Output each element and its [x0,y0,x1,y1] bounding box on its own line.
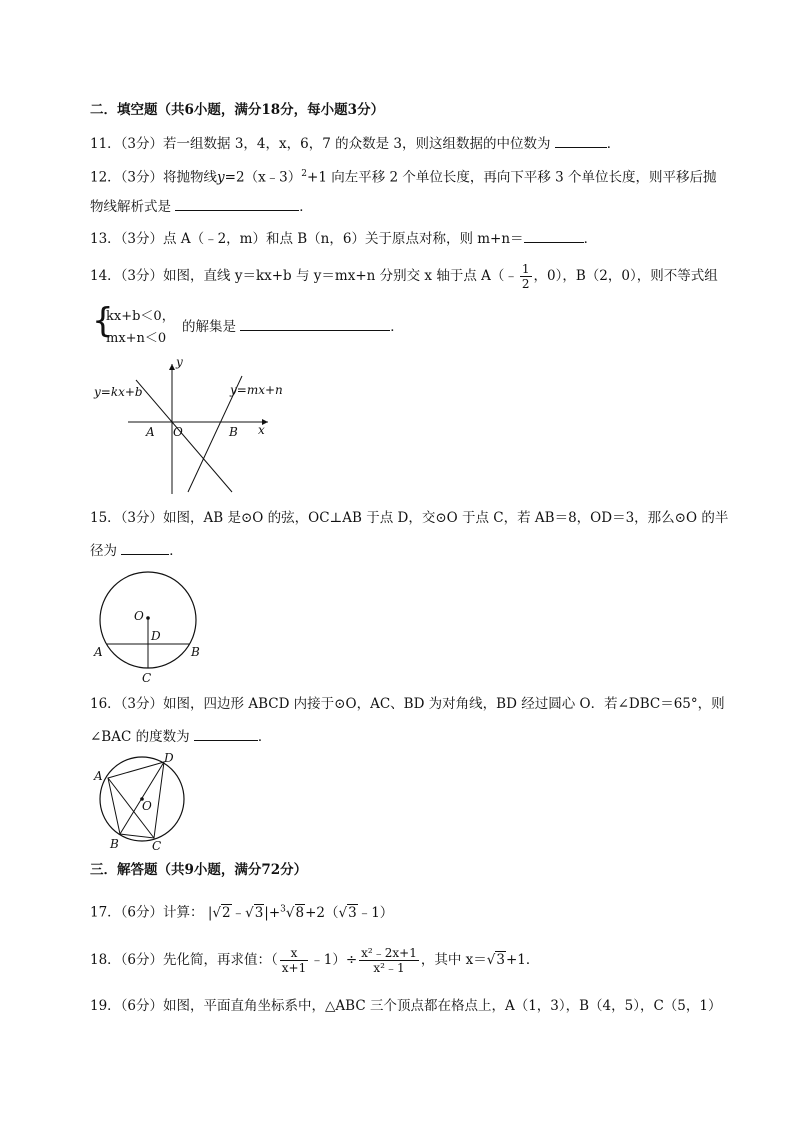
question-16: 16．（3分）如图，四边形 ABCD 内接于⊙O，AC、BD 为对角线，BD 经过圆心 O．若∠DBC＝65°，则 [90,696,725,712]
label-d: D [151,629,161,643]
answer-blank-14[interactable] [240,316,390,331]
fraction-quadratic: $\frac{\text{x²﹣2x+1}}{\text{x²﹣1}}$ [361,946,417,975]
section-heading-solve: 三．解答题（共9小题，满分72分） [90,862,308,878]
label-a: A [94,769,103,783]
label-b: B [110,837,119,851]
label-line2: y=mx+n [230,383,283,397]
question-15-line2: 径为 ． [90,540,183,560]
question-16-line2: ∠BAC 的度数为 ． [90,726,271,746]
answer-blank-11[interactable] [555,133,607,148]
label-c: C [152,839,162,853]
label-d: D [164,751,174,765]
label-x: x [258,423,265,437]
answer-blank-16[interactable] [194,726,258,741]
section-heading-fill-in: 二．填空题（共6小题，满分18分，每小题3分） [90,102,385,118]
question-11: 11．（3分）若一组数据 3，4，x，6，7 的众数是 3，则这组数据的中位数为 ． [90,133,620,153]
y-axis-arrow [169,364,175,370]
question-12-line2: 物线解析式是 ． [90,196,313,216]
fraction-x-over-x-plus-1: $\frac{x}{x+1}$ [281,946,307,975]
question-13: 13．（3分）点 A（﹣2，m）和点 B（n，6）关于原点对称，则 m+n＝ ． [90,228,597,248]
question-12: 12．（3分）将抛物线y=2（x﹣3）$^2$+1 向左平移 2 个单位长度，再向下平移 3 个单位长度，则平移后抛 [90,169,717,186]
question-15: 15．（3分）如图，AB 是⊙O 的弦，OC⊥AB 于点 D，交⊙O 于点 C，若 AB＝8，OD＝3，那么⊙O 的半 [90,510,729,526]
question-19: 19．（6分）如图，平面直角坐标系中，△ABC 三个顶点都在格点上，A（1，3），B（4，5），C（5，1） [90,998,722,1014]
question-18: 18．（6分）先化简，再求值：（ $\frac{x}{x+1}$ ﹣1）÷ $\frac{\text{x²﹣2x+1}}{\text{x²﹣1}}$ ，其中 x＝√3+1． [90,946,540,975]
figure-16-inscribed-quad [92,752,202,852]
center-dot [146,616,150,620]
label-y: y [176,355,183,369]
label-origin: O [173,425,183,439]
figure-14-lines [92,356,292,496]
question-14-tail: 的解集是 ． [182,316,404,336]
answer-blank-13[interactable] [524,228,584,243]
label-o: O [134,609,144,623]
label-a: A [94,645,103,659]
question-14: 14．（3分）如图，直线 y＝kx+b 与 y＝mx+n 分别交 x 轴于点 A（﹣ $\frac{1}{2}$ ，0），B（2，0），则不等式组 [90,262,718,291]
answer-blank-12[interactable] [175,196,299,211]
label-c: C [142,671,152,685]
fraction-one-half: $\frac{1}{2}$ [521,262,530,291]
question-17: 17．（6分）计算： |√2﹣√3|+$^3$√8+2（√3﹣1） [90,904,394,921]
label-a: A [146,425,155,439]
quadrilateral-abcd [108,762,164,838]
expression-17: |√2﹣√3|+$^3$√8+2（√3﹣1） [207,904,394,921]
label-line1: y=kx+b [94,385,143,399]
label-o: O [142,799,152,813]
label-b: B [191,645,200,659]
label-b: B [229,425,238,439]
brace-glyph: { [92,301,114,341]
figure-15-circle [92,570,232,685]
answer-blank-15[interactable] [121,540,169,555]
